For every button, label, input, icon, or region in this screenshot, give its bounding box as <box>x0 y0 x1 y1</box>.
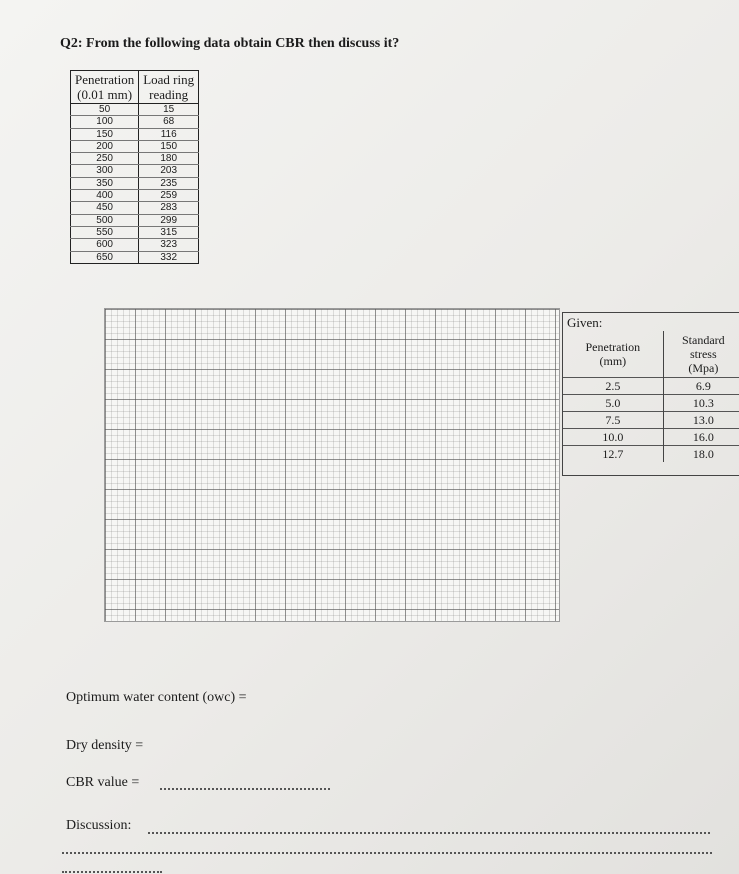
penetration-mm-header-line1: Penetration <box>585 340 641 354</box>
std-cell: 10.0 <box>563 429 663 446</box>
load-ring-rows <box>71 104 199 264</box>
load-cell: 500 <box>71 214 139 226</box>
load-cell: 315 <box>139 226 199 238</box>
load-row <box>71 140 199 152</box>
given-label: Given: <box>567 315 603 330</box>
std-row <box>563 378 739 395</box>
std-cell: 6.9 <box>663 378 739 395</box>
question-title: Q2: From the following data obtain CBR then discuss it? <box>60 36 400 51</box>
load-cell: 100 <box>71 116 139 128</box>
load-row <box>71 128 199 140</box>
graph-paper <box>104 308 560 622</box>
load-cell: 50 <box>71 104 139 116</box>
load-cell: 235 <box>139 177 199 189</box>
std-row <box>563 446 739 463</box>
load-cell: 299 <box>139 214 199 226</box>
std-cell: 5.0 <box>563 395 663 412</box>
load-cell: 350 <box>71 177 139 189</box>
load-row <box>71 251 199 263</box>
discussion-line-3 <box>62 871 162 873</box>
cbr-value-label: CBR value = <box>66 775 140 790</box>
given-box <box>562 312 739 476</box>
load-row <box>71 202 199 214</box>
load-ring-header-line1: Load ring <box>143 72 195 87</box>
std-cell: 18.0 <box>663 446 739 463</box>
load-cell: 259 <box>139 190 199 202</box>
cbr-answer-line <box>160 788 330 790</box>
std-cell: 10.3 <box>663 395 739 412</box>
standard-stress-header <box>663 331 739 378</box>
load-row <box>71 116 199 128</box>
discussion-line-1 <box>148 832 710 834</box>
discussion-label: Discussion: <box>66 818 132 833</box>
standard-stress-header-line3: (Mpa) <box>688 361 719 375</box>
load-cell: 180 <box>139 153 199 165</box>
standard-stress-header-line2: stress <box>689 347 717 361</box>
load-cell: 400 <box>71 190 139 202</box>
standard-stress-header-line1: Standard <box>682 333 725 347</box>
load-row <box>71 153 199 165</box>
std-cell: 13.0 <box>663 412 739 429</box>
load-row <box>71 190 199 202</box>
load-row <box>71 177 199 189</box>
load-cell: 323 <box>139 239 199 251</box>
load-cell: 68 <box>139 116 199 128</box>
standard-stress-rows <box>563 378 739 463</box>
owc-label: Optimum water content (owc) = <box>66 690 247 705</box>
load-cell: 203 <box>139 165 199 177</box>
load-cell: 550 <box>71 226 139 238</box>
load-ring-table <box>70 70 199 264</box>
penetration-mm-header <box>563 331 663 378</box>
std-row <box>563 395 739 412</box>
load-row <box>71 165 199 177</box>
discussion-line-2 <box>62 852 712 854</box>
std-cell: 7.5 <box>563 412 663 429</box>
load-cell: 300 <box>71 165 139 177</box>
std-cell: 16.0 <box>663 429 739 446</box>
penetration-header <box>71 71 139 104</box>
load-ring-header <box>139 71 199 104</box>
load-row <box>71 226 199 238</box>
penetration-mm-header-line2: (mm) <box>599 354 627 368</box>
load-cell: 650 <box>71 251 139 263</box>
load-cell: 150 <box>139 140 199 152</box>
load-cell: 450 <box>71 202 139 214</box>
std-row <box>563 412 739 429</box>
dry-density-label: Dry density = <box>66 738 144 753</box>
std-cell: 2.5 <box>563 378 663 395</box>
std-row <box>563 429 739 446</box>
load-row <box>71 239 199 251</box>
load-cell: 200 <box>71 140 139 152</box>
load-row <box>71 104 199 116</box>
load-cell: 150 <box>71 128 139 140</box>
load-cell: 15 <box>139 104 199 116</box>
penetration-header-line2: (0.01 mm) <box>77 87 133 102</box>
penetration-header-line1: Penetration <box>75 72 135 87</box>
std-cell: 12.7 <box>563 446 663 463</box>
load-cell: 600 <box>71 239 139 251</box>
load-cell: 250 <box>71 153 139 165</box>
load-ring-header-line2: reading <box>149 87 189 102</box>
load-cell: 332 <box>139 251 199 263</box>
load-cell: 116 <box>139 128 199 140</box>
load-cell: 283 <box>139 202 199 214</box>
standard-stress-table <box>563 331 739 462</box>
load-row <box>71 214 199 226</box>
